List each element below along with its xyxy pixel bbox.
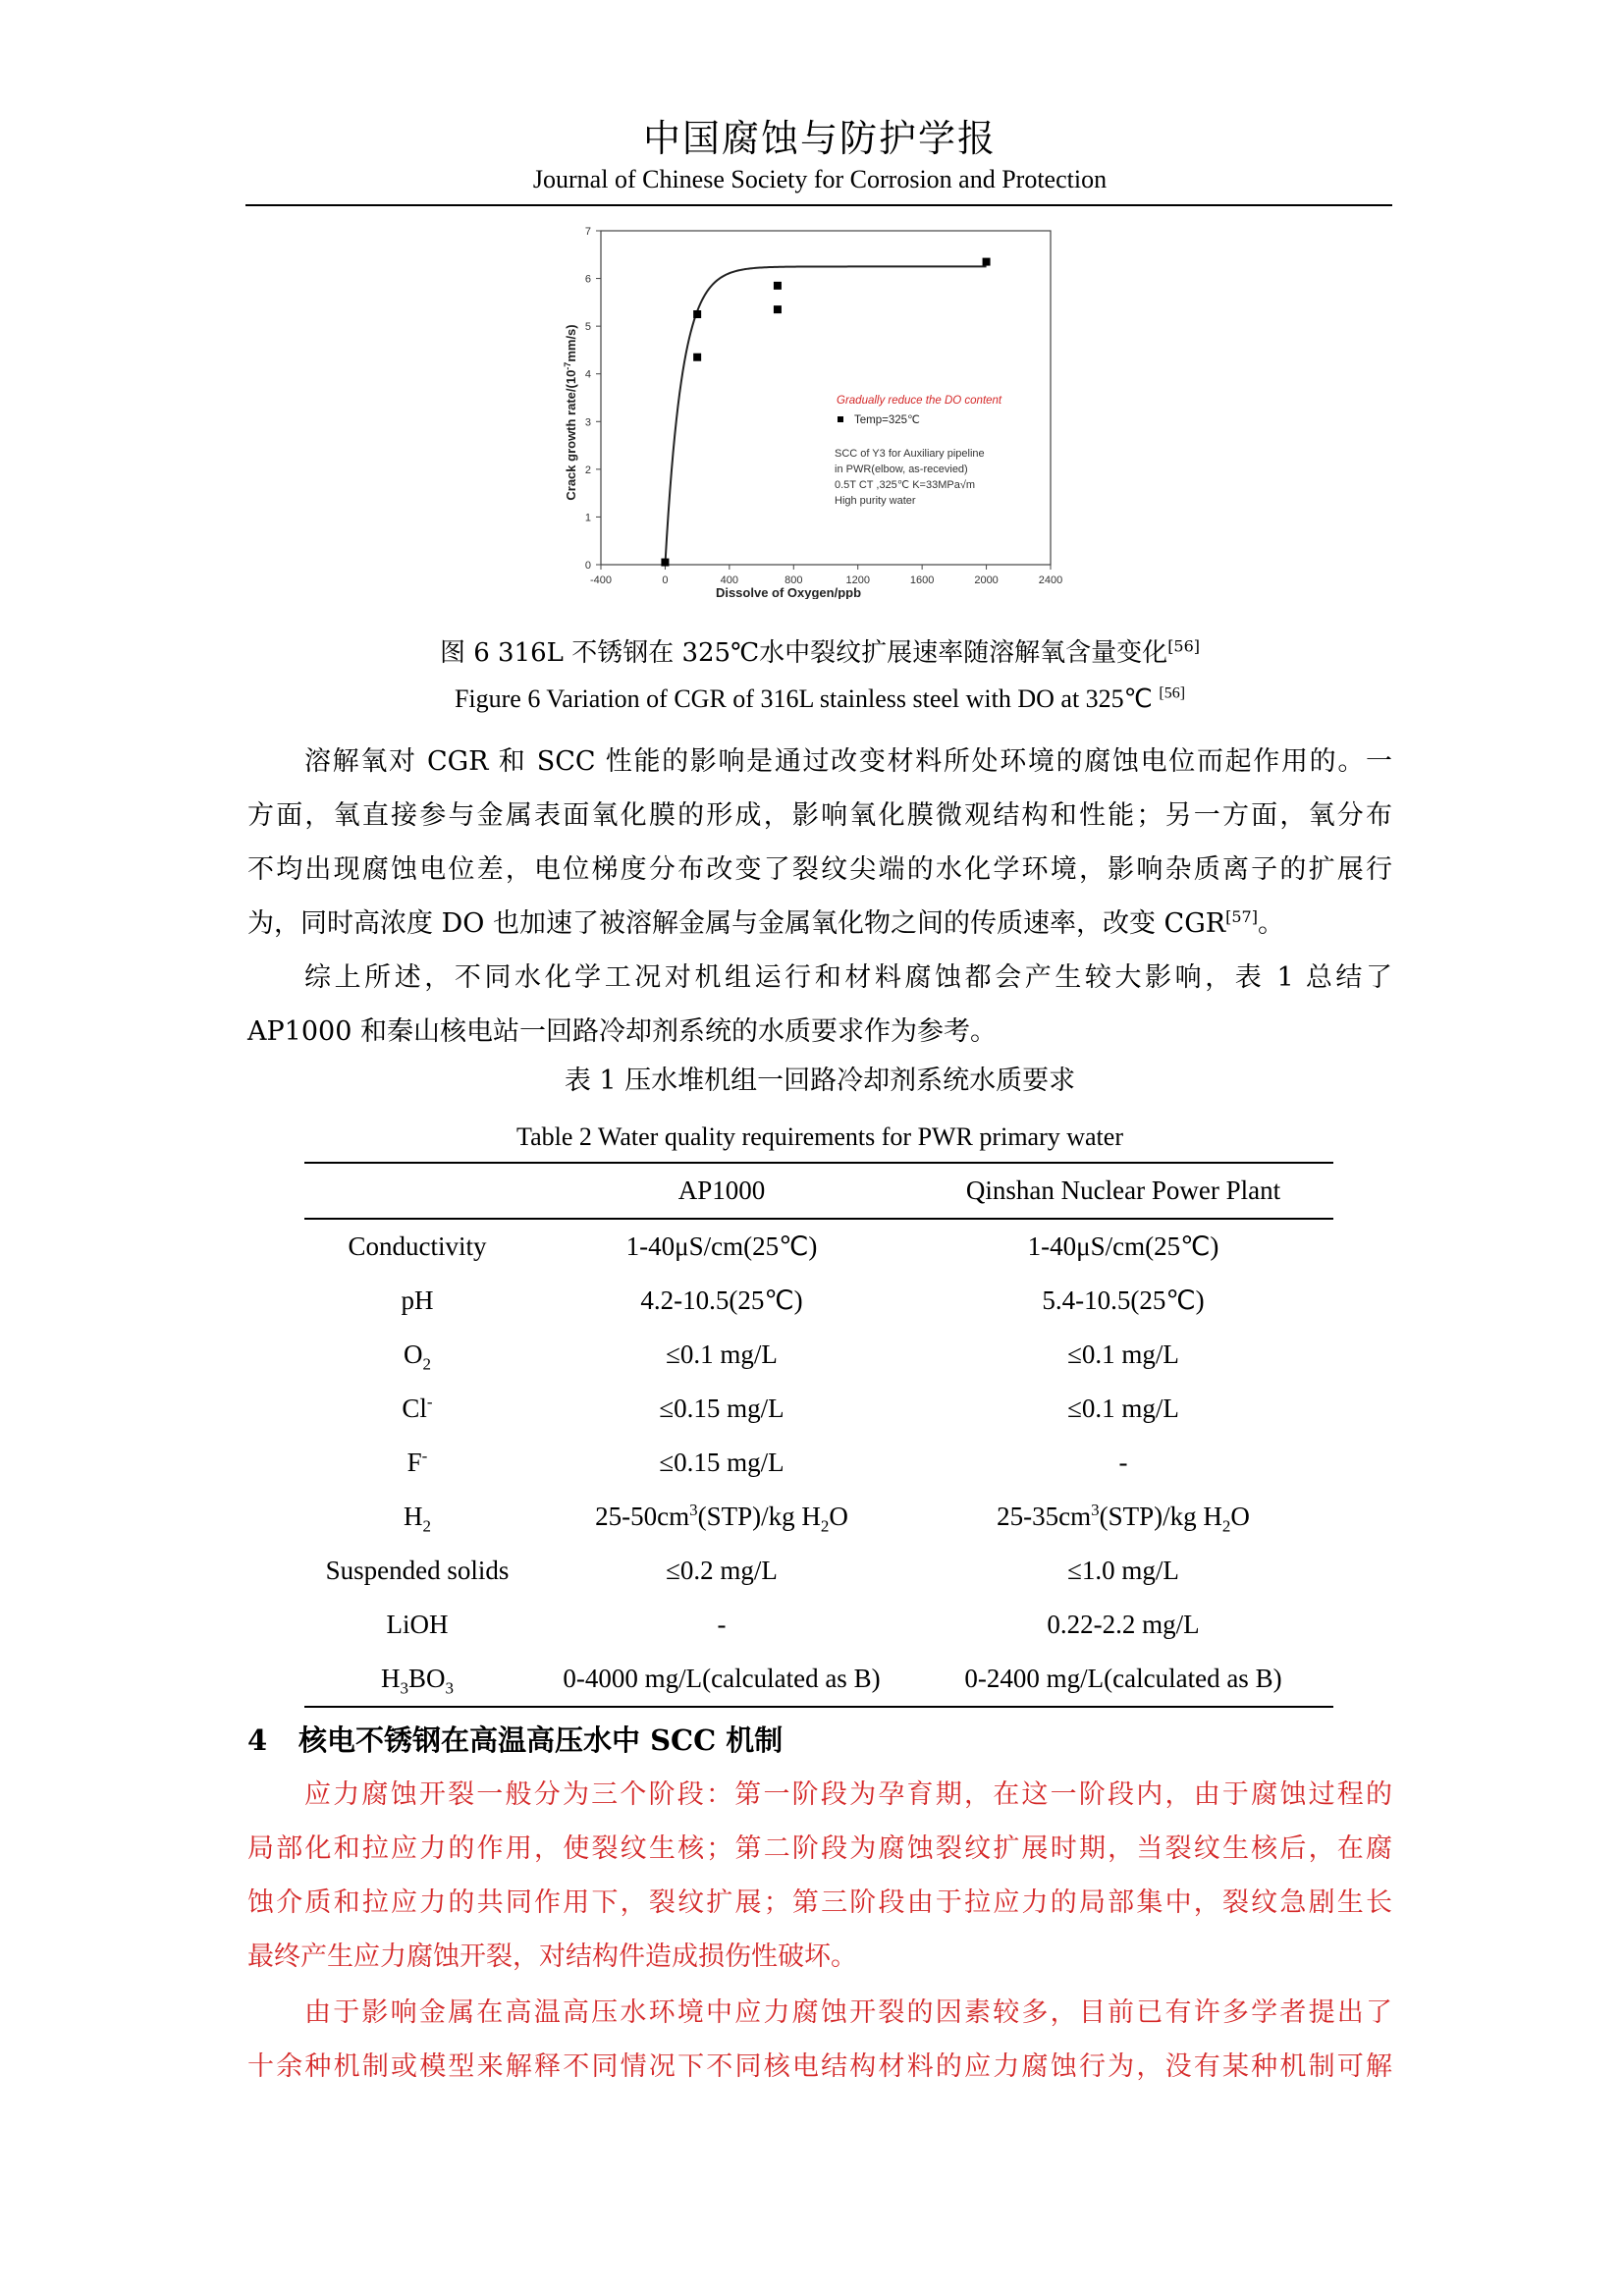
paragraph-dissolved-oxygen: 溶解氧对 CGR 和 SCC 性能的影响是通过改变材料所处环境的腐蚀电位而起作用的。一 方面，氧直接参与金属表面氧化膜的形成，影响氧化膜微观结构和性能；另一方面，氧分布 不均出现腐蚀电位差，电位梯度分布改变了裂纹尖端的水化学环境，影响杂质离子的扩展行 为，同时高浓度 DO 也加速了被溶解金属与金属氧化物之间的传质速率，改变 CGR[57]。 — [247, 746, 1392, 939]
chart-note: 0.5T CT ,325℃ K=33MPa√m — [835, 479, 976, 491]
x-tick-label: -400 — [589, 574, 613, 586]
fit-curve — [665, 266, 986, 565]
legend-marker — [838, 416, 843, 422]
table-row: Conductivity 1-40μS/cm(25℃) 1-40μS/cm(25℃) — [348, 1231, 1219, 1261]
chart-xlabel: Dissolve of Oxygen/ppb — [715, 585, 862, 599]
y-tick-label: 0 — [584, 560, 591, 572]
chart-points — [661, 258, 990, 567]
chart-note: SCC of Y3 for Auxiliary pipeline — [835, 448, 985, 460]
y-tick-label: 4 — [584, 368, 591, 381]
table-row: LiOH - 0.22-2.2 mg/L — [386, 1610, 1200, 1639]
header-param — [304, 1163, 530, 1219]
x-tick-label: 2400 — [1038, 574, 1063, 586]
table-row: $O_2$ ≤0.1 mg/L ≤0.1 mg/L — [404, 1339, 1179, 1374]
table-row: F- ≤0.15 mg/L - — [406, 1447, 1128, 1477]
header-rule — [245, 204, 1392, 206]
chart-annotation-red: Gradually reduce the DO content — [837, 395, 1002, 407]
data-point — [693, 310, 701, 318]
journal-title-en: Journal of Chinese Society for Corrosion and Protection — [532, 165, 1108, 193]
table-title-cn: 表 1 压水堆机组一回路冷却剂系统水质要求 — [564, 1066, 1076, 1096]
citation-56-en: [56] — [1159, 684, 1186, 702]
data-point — [983, 258, 991, 266]
header-qinshan: Qinshan Nuclear Power Plant — [965, 1175, 1281, 1205]
x-tick-label: 1200 — [845, 574, 870, 586]
y-tick-label: 5 — [584, 321, 591, 334]
figure-caption-cn: 图 6 316L 不锈钢在 325℃水中裂纹扩展速率随溶解氧含量变化[56] — [439, 636, 1201, 668]
water-quality-table — [304, 1162, 1333, 1708]
data-point — [693, 354, 701, 361]
table-row: Cl- ≤0.15 mg/L ≤0.1 mg/L — [402, 1393, 1179, 1423]
x-tick-label: 0 — [662, 574, 669, 586]
y-tick-label: 6 — [584, 273, 591, 286]
figure-caption-en: Figure 6 Variation of CGR of 316L stainless steel with DO at 325℃ [56] — [454, 684, 1186, 713]
table-row: pH 4.2-10.5(25℃) 5.4-10.5(25℃) — [401, 1285, 1205, 1315]
table-row: Suspended solids ≤0.2 mg/L ≤1.0 mg/L — [325, 1556, 1179, 1585]
x-tick-label: 800 — [784, 574, 803, 586]
table-header-row — [304, 1163, 1333, 1219]
page-header — [245, 116, 1394, 196]
x-tick-label: 400 — [720, 574, 739, 586]
legend-label: Temp=325℃ — [854, 414, 920, 426]
chart-ylabel: Crack growth rate/$(10^{-7}mm/s)$ — [563, 324, 578, 501]
chart-notes — [835, 448, 985, 507]
paragraph-scc-stages: 应力腐蚀开裂一般分为三个阶段：第一阶段为孕育期，在这一阶段内，由于腐蚀过程的 局部化和拉应力的作用，使裂纹生核；第二阶段为腐蚀裂纹扩展时期，当裂纹生核后，在腐 蚀介质和拉应力的共同作用下，裂纹扩展；第三阶段由于拉应力的局部集中，裂纹急剧生长 最终产生应力腐蚀开裂，对结构件造成损伤性破坏。 — [247, 1779, 1392, 1972]
chart-note: in PWR(elbow, as-recevied) — [835, 464, 968, 475]
paragraph-scc-mechanisms: 由于影响金属在高温高压水环境中应力腐蚀开裂的因素较多，目前已有许多学者提出了 十余种机制或模型来解释不同情况下不同核电结构材料的应力腐蚀行为，没有某种机制可解 — [247, 1997, 1392, 2082]
figure-6-chart — [560, 216, 1070, 599]
chart-svg — [560, 216, 1070, 599]
y-tick-label: 7 — [584, 226, 591, 238]
y-tick-label: 2 — [584, 464, 591, 476]
header-ap1000: AP1000 — [677, 1175, 766, 1205]
paragraph-summary: 综上所述，不同水化学工况对机组运行和材料腐蚀都会产生较大影响，表 1 总结了 AP1000 和秦山核电站一回路冷却剂系统的水质要求作为参考。 — [247, 962, 1392, 1047]
y-tick-label: 3 — [584, 416, 591, 429]
citation-57: [57] — [1225, 907, 1258, 926]
section-heading-4: 4 核电不锈钢在高温高压水中 SCC 机制 — [247, 1723, 784, 1757]
journal-title-cn: 中国腐蚀与防护学报 — [642, 117, 997, 160]
chart-note: High purity water — [835, 495, 916, 507]
data-point — [774, 305, 782, 313]
data-point — [661, 559, 669, 567]
x-tick-label: 1600 — [909, 574, 935, 586]
y-tick-label: 1 — [584, 512, 591, 524]
x-tick-label: 2000 — [974, 574, 999, 586]
table-title-en: Table 2 Water quality requirements for PWR primary water — [516, 1122, 1123, 1151]
table-row: $H_2$ $25-50cm^3(STP)/kg$ $H_2O$ $25-35cm^3(STP)/kg$ $H_2O$ — [404, 1501, 1250, 1536]
citation-56: [56] — [1167, 636, 1201, 656]
table-row: $H_3BO_3$ 0-4000 mg/L(calculated as B) 0-2400 mg/L(calculated as B) — [304, 1652, 1333, 1707]
data-point — [774, 282, 782, 290]
